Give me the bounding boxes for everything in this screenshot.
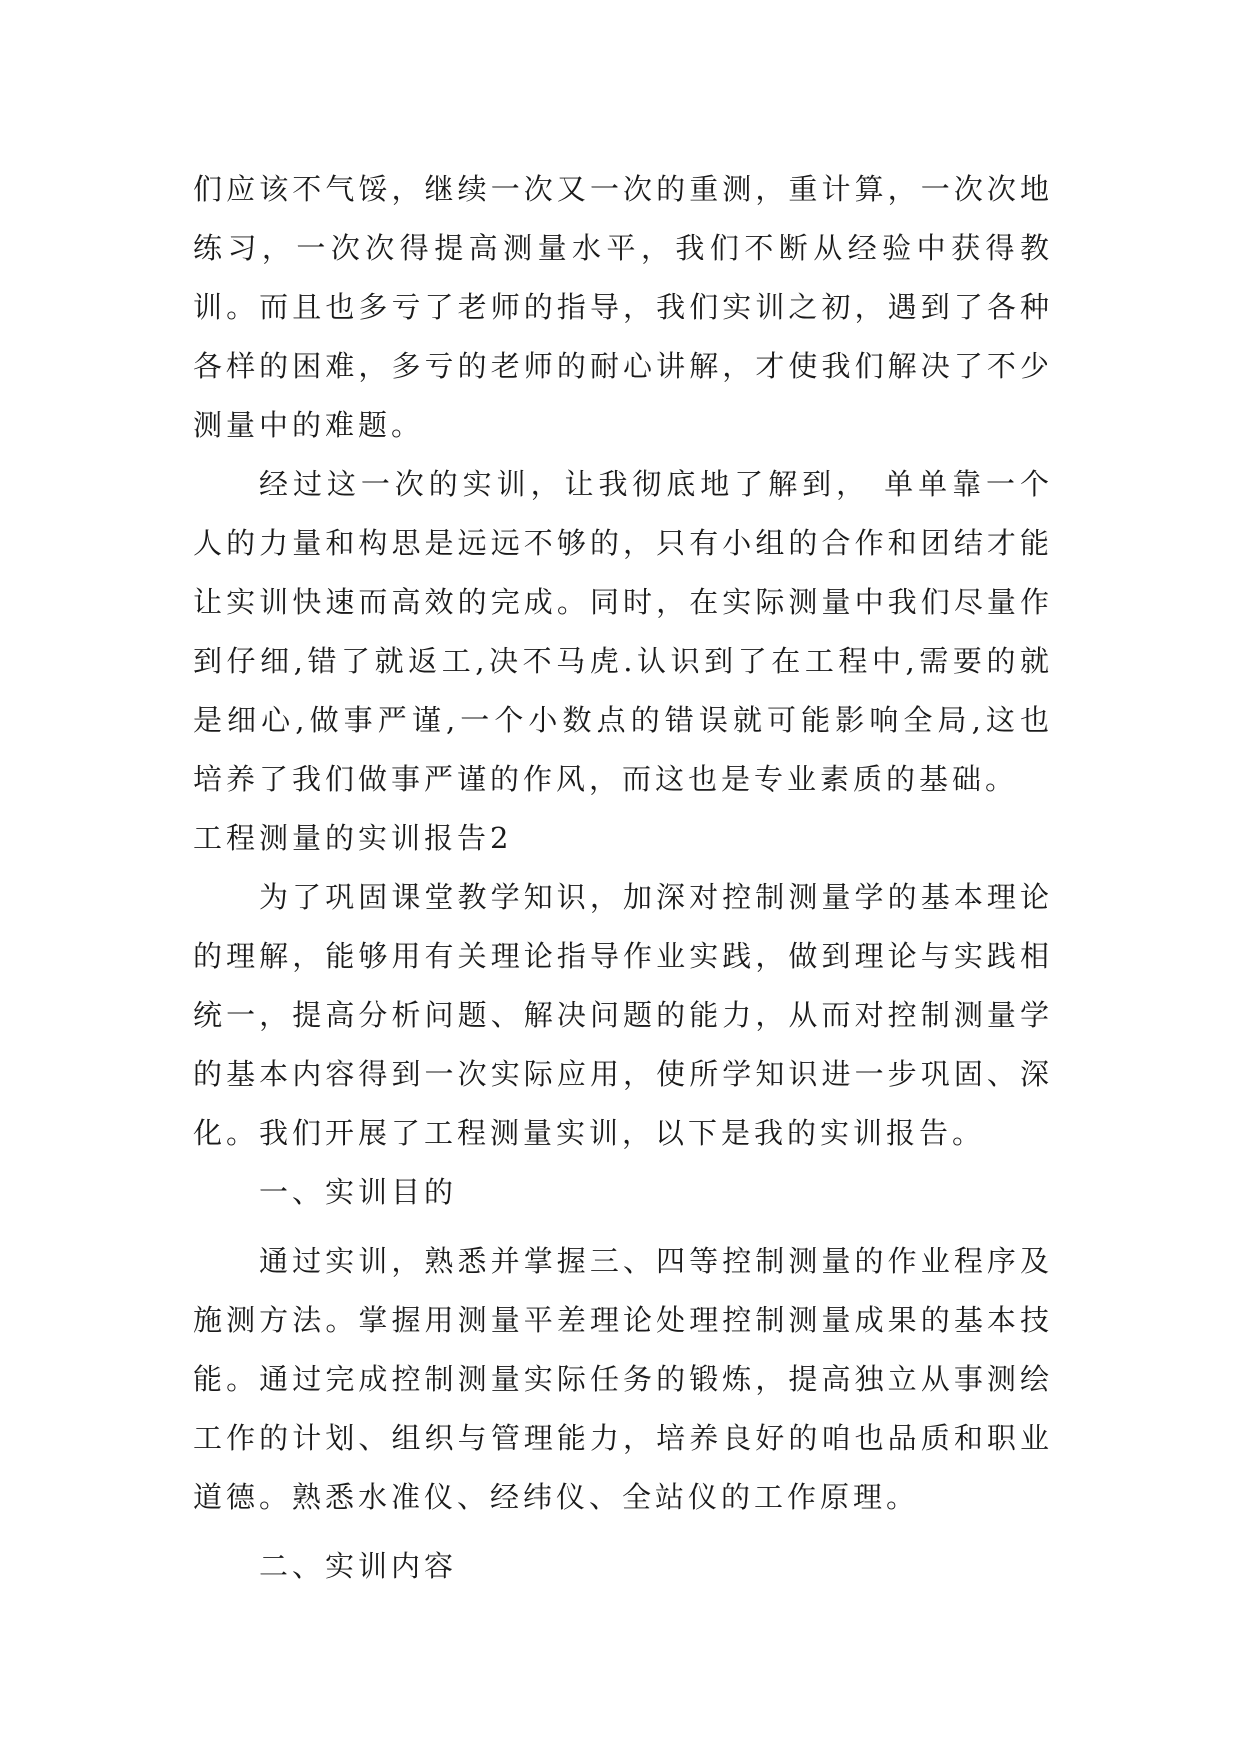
paragraph-teamwork: 经过这一次的实训，让我彻底地了解到， 单单靠一个人的力量和构思是远远不够的，只有小组的合作和团结才能让实训快速而高效的完成。同时，在实际测量中我们尽量作到仔细,错了就返工,决不马虎.认识到了在工程中,需要的就是细心,做事严谨,一个小数点的错误就可能影响全局,这也培养了我们做事严谨的作风，而这也是专业素质的基础。: [193, 467, 1053, 796]
spacer: [193, 1222, 1053, 1232]
paragraph-purpose: 通过实训，熟悉并掌握三、四等控制测量的作业程序及施测方法。掌握用测量平差理论处理控制测量成果的基本技能。通过完成控制测量实际任务的锻炼，提高独立从事测绘工作的计划、组织与管理能力，培养良好的咱也品质和职业道德。熟悉水准仪、经纬仪、全站仪的工作原理。: [193, 1244, 1053, 1514]
section-heading-purpose: 一、实训目的: [259, 1175, 458, 1209]
paragraph-continuation: 们应该不气馁，继续一次又一次的重测，重计算，一次次地练习，一次次得提高测量水平，我们不断从经验中获得教训。而且也多亏了老师的指导，我们实训之初，遇到了各种各样的困难，多亏的老师的耐心讲解，才使我们解决了不少测量中的难题。: [193, 172, 1053, 442]
spacer: [193, 1527, 1053, 1537]
paragraph-intro: 为了巩固课堂教学知识，加深对控制测量学的基本理论的理解，能够用有关理论指导作业实践，做到理论与实践相统一，提高分析问题、解决问题的能力，从而对控制测量学的基本内容得到一次实际应用，使所学知识进一步巩固、深化。我们开展了工程测量实训，以下是我的实训报告。: [193, 880, 1053, 1150]
document-body: [193, 160, 1053, 1596]
report-title: 工程测量的实训报告2: [193, 821, 513, 855]
section-heading-content: 二、实训内容: [259, 1549, 458, 1583]
